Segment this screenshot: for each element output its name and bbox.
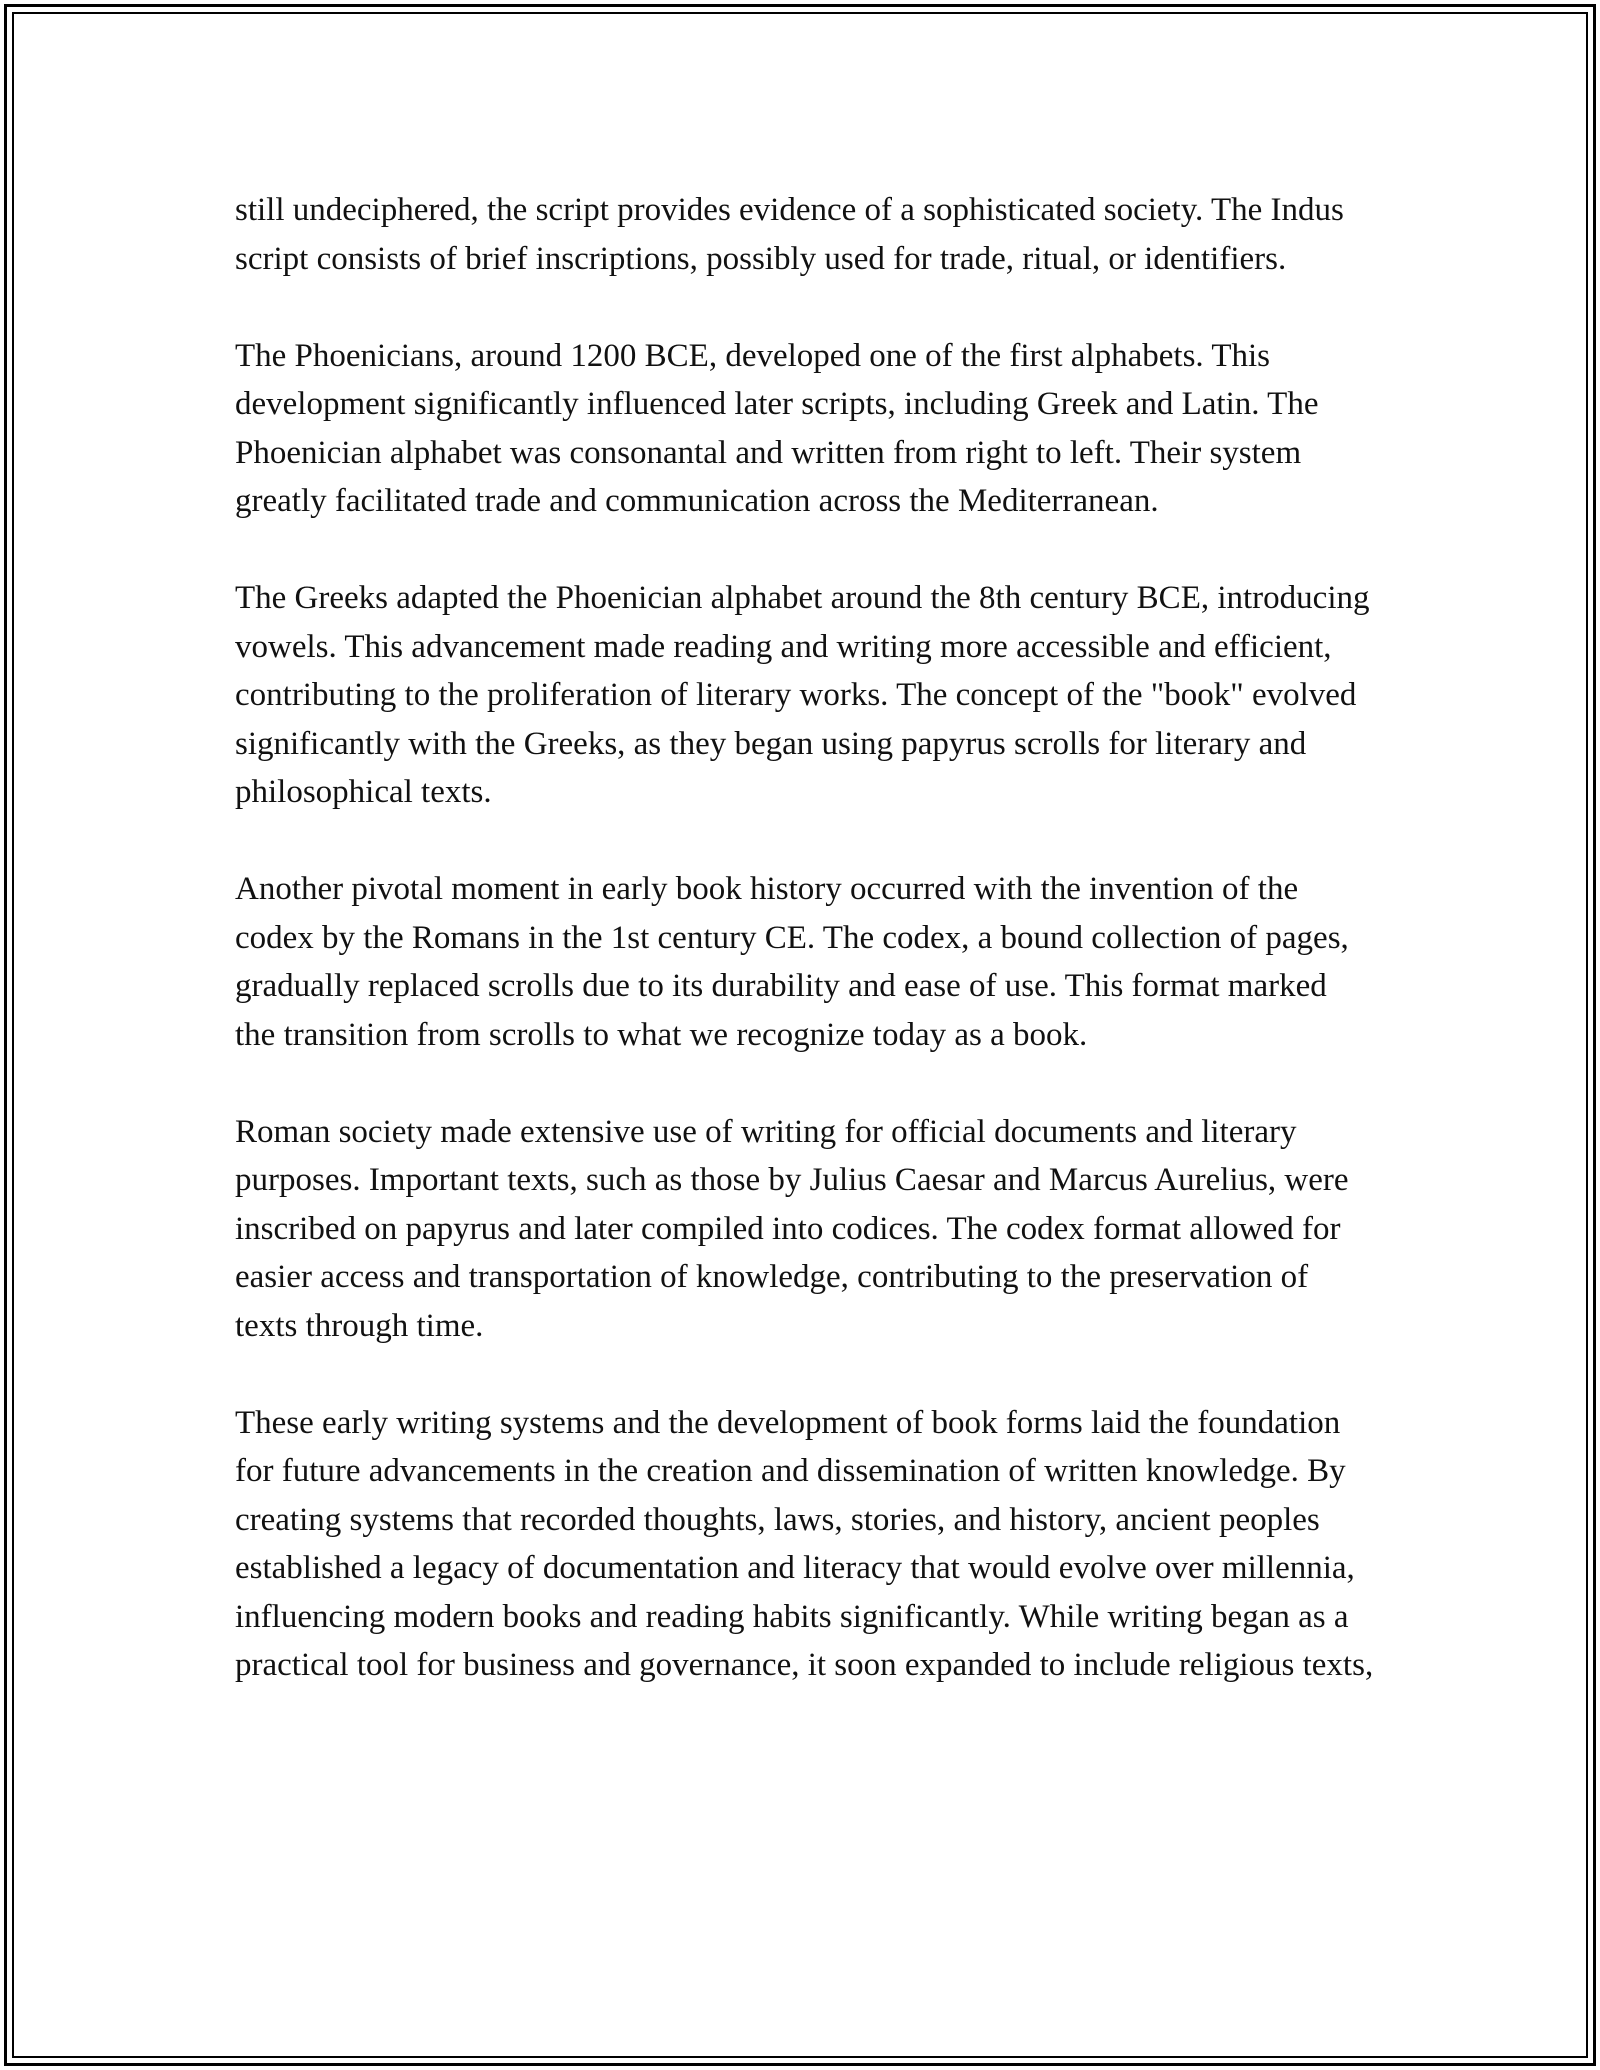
paragraph-early-writing-systems: These early writing systems and the development of book forms laid the foundation for future advancements in the creation and dissemination of written knowledge. By creating systems that recorded thoughts, laws, stories, and history, ancient peoples established a legacy of documentation and literacy that would evolve over millennia, influencing modern books and reading habits significantly. While writing began as a practical tool for business and governance, it soon expanded to include religious texts, [235, 1404, 1374, 1683]
body-text [235, 186, 1375, 1690]
paragraph-codex: Another pivotal moment in early book history occurred with the invention of the codex by the Romans in the 1st century CE. The codex, a bound collection of pages, gradually replaced scrolls due to its durability and ease of use. This format marked the transition from scrolls to what we recognize today as a book. [235, 871, 1349, 1053]
paragraph-greeks: The Greeks adapted the Phoenician alphabet around the 8th century BCE, introducing vowels. This advancement made reading and writing more accessible and efficient, contributing to the proliferation of literary works. The concept of the "book" evolved significantly with the Greeks, as they began using papyrus scrolls for literary and philosophical texts. [235, 580, 1370, 810]
paragraph-roman-society: Roman society made extensive use of writing for official documents and literary purposes. Important texts, such as those by Julius Caesar and Marcus Aurelius, were inscribed on papyrus and later compiled into codices. The codex format allowed for easier access and transportation of knowledge, contributing to the preservation of texts through time. [235, 1113, 1349, 1344]
paragraph-phoenicians: The Phoenicians, around 1200 BCE, developed one of the first alphabets. This development significantly influenced later scripts, including Greek and Latin. The Phoenician alphabet was consonantal and written from right to left. Their system greatly facilitated trade and communication across the Mediterranean. [235, 337, 1319, 519]
paragraph-indus-script: still undeciphered, the script provides evidence of a sophisticated society. The Indus script consists of brief inscriptions, possibly used for trade, ritual, or identifiers. [235, 192, 1344, 277]
